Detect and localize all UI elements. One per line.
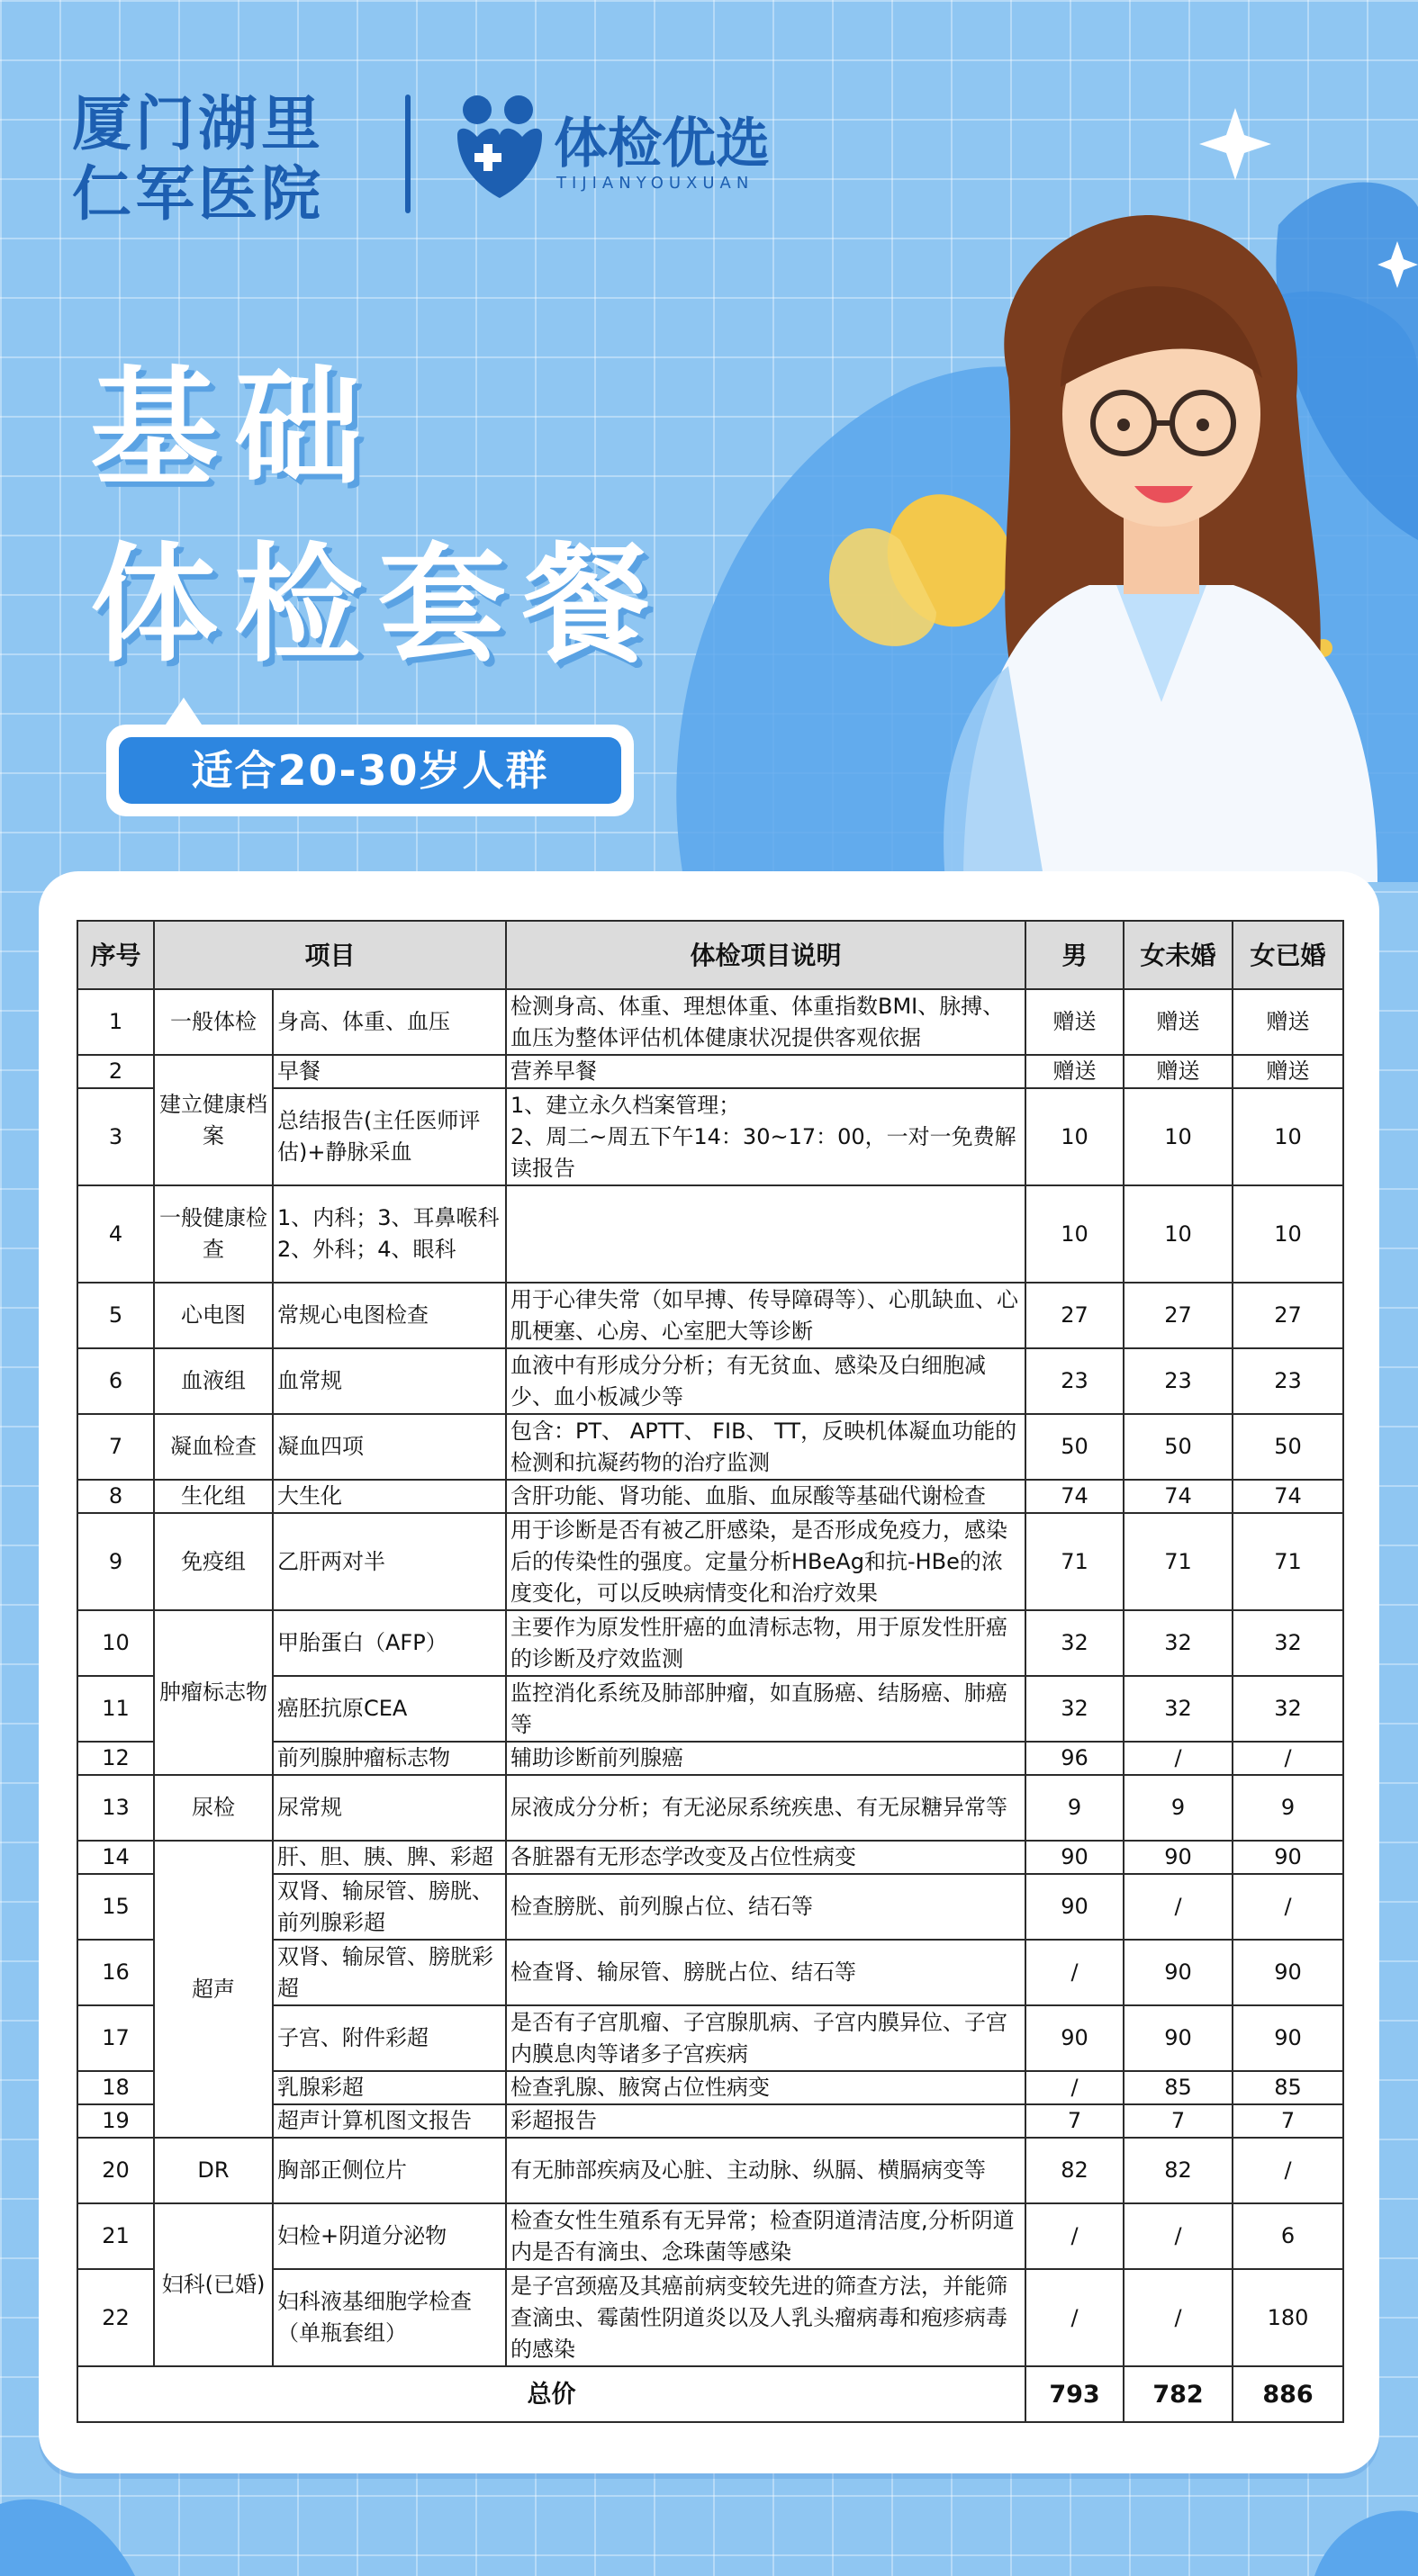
row-male: 71 (1025, 1513, 1124, 1610)
row-male: 32 (1025, 1610, 1124, 1676)
row-female-married: 10 (1233, 1185, 1343, 1283)
row-female-married: 10 (1233, 1088, 1343, 1185)
row-no: 3 (77, 1088, 154, 1185)
row-no: 11 (77, 1676, 154, 1742)
table-row (77, 2203, 1343, 2269)
row-category: 血液组 (154, 1348, 273, 1414)
table-row (77, 1283, 1343, 1348)
row-female-married: 6 (1233, 2203, 1343, 2269)
row-item: 凝血四项 (273, 1414, 506, 1480)
row-item: 尿常规 (273, 1775, 506, 1841)
row-male: 90 (1025, 1874, 1124, 1940)
header-female-single: 女未婚 (1124, 921, 1233, 989)
row-female-married: 赠送 (1233, 1055, 1343, 1088)
row-female-married: / (1233, 2138, 1343, 2203)
header-male: 男 (1025, 921, 1124, 989)
row-item: 妇科液基细胞学检查（单瓶套组） (273, 2269, 506, 2366)
row-category: 凝血检查 (154, 1414, 273, 1480)
row-desc: 是否有子宫肌瘤、子宫腺肌病、子宫内膜异位、子宫内膜息肉等诸多子宫疾病 (506, 2005, 1025, 2071)
row-male: 赠送 (1025, 1055, 1124, 1088)
row-female-single: 10 (1124, 1088, 1233, 1185)
table-row (77, 1185, 1343, 1283)
row-female-single: 50 (1124, 1414, 1233, 1480)
row-male: 9 (1025, 1775, 1124, 1841)
row-female-single: 90 (1124, 2005, 1233, 2071)
row-desc: 血液中有形成分分析；有无贫血、感染及白细胞减少、血小板减少等 (506, 1348, 1025, 1414)
row-male: 90 (1025, 2005, 1124, 2071)
table-row (77, 989, 1343, 1055)
row-female-single: 23 (1124, 1348, 1233, 1414)
row-female-married: 180 (1233, 2269, 1343, 2366)
row-item: 肝、胆、胰、脾、彩超 (273, 1841, 506, 1874)
row-no: 5 (77, 1283, 154, 1348)
row-desc: 尿液成分分析；有无泌尿系统疾患、有无尿糖异常等 (506, 1775, 1025, 1841)
row-desc: 检查乳腺、腋窝占位性病变 (506, 2071, 1025, 2104)
row-female-single: 90 (1124, 1841, 1233, 1874)
package-table (77, 920, 1344, 2423)
row-female-single: 7 (1124, 2104, 1233, 2138)
row-category: 免疫组 (154, 1513, 273, 1610)
row-female-single: 赠送 (1124, 989, 1233, 1055)
row-desc: 检测身高、体重、理想体重、体重指数BMI、脉搏、血压为整体评估机体健康状况提供客观依据 (506, 989, 1025, 1055)
hospital-name (72, 88, 324, 229)
row-female-single: 10 (1124, 1185, 1233, 1283)
row-female-married: 90 (1233, 1841, 1343, 1874)
row-female-single: / (1124, 1874, 1233, 1940)
row-male: / (1025, 1940, 1124, 2005)
row-male: 74 (1025, 1480, 1124, 1513)
row-male: 50 (1025, 1414, 1124, 1480)
row-category: 超声 (154, 1841, 273, 2138)
row-item: 超声计算机图文报告 (273, 2104, 506, 2138)
row-female-married: 32 (1233, 1610, 1343, 1676)
row-category: 建立健康档案 (154, 1055, 273, 1185)
row-desc: 是子宫颈癌及其癌前病变较先进的筛查方法，并能筛查滴虫、霉菌性阴道炎以及人乳头瘤病毒和疱疹病毒的感染 (506, 2269, 1025, 2366)
row-item: 血常规 (273, 1348, 506, 1414)
header-divider (405, 95, 411, 213)
row-female-married: 9 (1233, 1775, 1343, 1841)
row-female-married: 赠送 (1233, 989, 1343, 1055)
row-female-married: 7 (1233, 2104, 1343, 2138)
row-no: 21 (77, 2203, 154, 2269)
row-category: 一般体检 (154, 989, 273, 1055)
row-category: 一般健康检查 (154, 1185, 273, 1283)
row-desc: 有无肺部疾病及心脏、主动脉、纵膈、横膈病变等 (506, 2138, 1025, 2203)
row-category: 生化组 (154, 1480, 273, 1513)
row-category: 肿瘤标志物 (154, 1610, 273, 1775)
row-no: 14 (77, 1841, 154, 1874)
row-female-single: 90 (1124, 1940, 1233, 2005)
row-no: 20 (77, 2138, 154, 2203)
row-no: 6 (77, 1348, 154, 1414)
row-female-single: 82 (1124, 2138, 1233, 2203)
row-no: 17 (77, 2005, 154, 2071)
row-male: 10 (1025, 1088, 1124, 1185)
row-desc: 监控消化系统及肺部肿瘤，如直肠癌、结肠癌、肺癌等 (506, 1676, 1025, 1742)
age-badge (106, 725, 634, 816)
row-female-single: / (1124, 2269, 1233, 2366)
total-label: 总价 (77, 2366, 1025, 2422)
row-female-single: 赠送 (1124, 1055, 1233, 1088)
row-desc: 用于诊断是否有被乙肝感染，是否形成免疫力，感染后的传染性的强度。定量分析HBeAg和抗-HBe的浓度变化，可以反映病情变化和治疗效果 (506, 1513, 1025, 1610)
table-row (77, 1775, 1343, 1841)
row-no: 8 (77, 1480, 154, 1513)
row-female-single: 9 (1124, 1775, 1233, 1841)
row-no: 1 (77, 989, 154, 1055)
row-female-married: 27 (1233, 1283, 1343, 1348)
row-desc: 营养早餐 (506, 1055, 1025, 1088)
row-item: 常规心电图检查 (273, 1283, 506, 1348)
row-male: 32 (1025, 1676, 1124, 1742)
row-male: 82 (1025, 2138, 1124, 2203)
row-desc: 各脏器有无形态学改变及占位性病变 (506, 1841, 1025, 1874)
row-category: 心电图 (154, 1283, 273, 1348)
row-male: 赠送 (1025, 989, 1124, 1055)
row-male: 10 (1025, 1185, 1124, 1283)
row-female-married: 23 (1233, 1348, 1343, 1414)
row-no: 18 (77, 2071, 154, 2104)
row-female-single: / (1124, 1742, 1233, 1775)
row-male: / (1025, 2071, 1124, 2104)
row-male: 27 (1025, 1283, 1124, 1348)
table-row (77, 2138, 1343, 2203)
row-desc: 检查女性生殖系有无异常；检查阴道清洁度,分析阴道内是否有滴虫、念珠菌等感染 (506, 2203, 1025, 2269)
doctor-illustration (909, 198, 1413, 882)
row-female-married: / (1233, 1742, 1343, 1775)
table-row (77, 1610, 1343, 1676)
row-category: 尿检 (154, 1775, 273, 1841)
row-desc (506, 1185, 1025, 1283)
row-item: 甲胎蛋白（AFP） (273, 1610, 506, 1676)
row-desc: 主要作为原发性肝癌的血清标志物，用于原发性肝癌的诊断及疗效监测 (506, 1610, 1025, 1676)
row-male: 7 (1025, 2104, 1124, 2138)
row-item: 胸部正侧位片 (273, 2138, 506, 2203)
poster-header (0, 0, 1418, 882)
row-no: 2 (77, 1055, 154, 1088)
row-female-married: 74 (1233, 1480, 1343, 1513)
row-no: 7 (77, 1414, 154, 1480)
row-female-single: 85 (1124, 2071, 1233, 2104)
row-category: 妇科(已婚) (154, 2203, 273, 2366)
row-male: / (1025, 2203, 1124, 2269)
row-item: 大生化 (273, 1480, 506, 1513)
row-item: 1、内科；3、耳鼻喉科 2、外科；4、眼科 (273, 1185, 506, 1283)
footer-decoration (0, 2468, 1418, 2576)
page-title-line2: 体检套餐 (90, 531, 666, 680)
row-item: 前列腺肿瘤标志物 (273, 1742, 506, 1775)
row-female-single: 27 (1124, 1283, 1233, 1348)
row-no: 13 (77, 1775, 154, 1841)
age-badge-text: 适合20-30岁人群 (119, 737, 621, 804)
row-item: 早餐 (273, 1055, 506, 1088)
row-no: 4 (77, 1185, 154, 1283)
hospital-name-line1: 厦门湖里 (72, 88, 324, 158)
row-male: 90 (1025, 1841, 1124, 1874)
row-female-single: 32 (1124, 1676, 1233, 1742)
hospital-name-line2: 仁军医院 (72, 158, 324, 229)
total-male: 793 (1025, 2366, 1124, 2422)
row-no: 9 (77, 1513, 154, 1610)
row-desc: 包含：PT、 APTT、 FIB、 TT，反映机体凝血功能的检测和抗凝药物的治疗监测 (506, 1414, 1025, 1480)
row-female-married: 32 (1233, 1676, 1343, 1742)
row-female-married: / (1233, 1874, 1343, 1940)
row-male: 96 (1025, 1742, 1124, 1775)
row-desc: 1、建立永久档案管理； 2、周二~周五下午14：30~17：00，一对一免费解读报告 (506, 1088, 1025, 1185)
brand-name: 体检优选 (554, 113, 770, 176)
row-item: 子宫、附件彩超 (273, 2005, 506, 2071)
row-desc: 检查膀胱、前列腺占位、结石等 (506, 1874, 1025, 1940)
table-row (77, 1480, 1343, 1513)
table-row (77, 1348, 1343, 1414)
brand-logo-icon (450, 90, 549, 203)
row-female-single: / (1124, 2203, 1233, 2269)
table-row (77, 1055, 1343, 1088)
total-row (77, 2366, 1343, 2422)
row-female-single: 71 (1124, 1513, 1233, 1610)
row-desc: 检查肾、输尿管、膀胱占位、结石等 (506, 1940, 1025, 2005)
row-female-married: 90 (1233, 1940, 1343, 2005)
row-female-married: 90 (1233, 2005, 1343, 2071)
row-desc: 彩超报告 (506, 2104, 1025, 2138)
header-desc: 体检项目说明 (506, 921, 1025, 989)
row-item: 总结报告(主任医师评估)+静脉采血 (273, 1088, 506, 1185)
row-female-single: 74 (1124, 1480, 1233, 1513)
row-male: 23 (1025, 1348, 1124, 1414)
row-male: / (1025, 2269, 1124, 2366)
brand-subtitle: TIJIANYOUXUAN (556, 174, 754, 193)
header-female-married: 女已婚 (1233, 921, 1343, 989)
table-row (77, 1513, 1343, 1610)
row-item: 乳腺彩超 (273, 2071, 506, 2104)
row-female-single: 32 (1124, 1610, 1233, 1676)
row-desc: 用于心律失常（如早搏、传导障碍等）、心肌缺血、心肌梗塞、心房、心室肥大等诊断 (506, 1283, 1025, 1348)
row-no: 22 (77, 2269, 154, 2366)
header-no: 序号 (77, 921, 154, 989)
row-no: 12 (77, 1742, 154, 1775)
page-title-line1: 基础 (90, 355, 378, 503)
table-header-row (77, 921, 1343, 989)
row-female-married: 71 (1233, 1513, 1343, 1610)
row-no: 10 (77, 1610, 154, 1676)
row-no: 16 (77, 1940, 154, 2005)
row-female-married: 85 (1233, 2071, 1343, 2104)
row-desc: 辅助诊断前列腺癌 (506, 1742, 1025, 1775)
row-no: 15 (77, 1874, 154, 1940)
row-desc: 含肝功能、肾功能、血脂、血尿酸等基础代谢检查 (506, 1480, 1025, 1513)
row-category: DR (154, 2138, 273, 2203)
header-item: 项目 (154, 921, 506, 989)
row-female-married: 50 (1233, 1414, 1343, 1480)
row-item: 双肾、输尿管、膀胱、前列腺彩超 (273, 1874, 506, 1940)
row-item: 乙肝两对半 (273, 1513, 506, 1610)
row-item: 身高、体重、血压 (273, 989, 506, 1055)
total-female-married: 886 (1233, 2366, 1343, 2422)
row-item: 癌胚抗原CEA (273, 1676, 506, 1742)
table-row (77, 1841, 1343, 1874)
row-item: 妇检+阴道分泌物 (273, 2203, 506, 2269)
row-no: 19 (77, 2104, 154, 2138)
table-row (77, 1414, 1343, 1480)
row-item: 双肾、输尿管、膀胱彩超 (273, 1940, 506, 2005)
total-female-single: 782 (1124, 2366, 1233, 2422)
